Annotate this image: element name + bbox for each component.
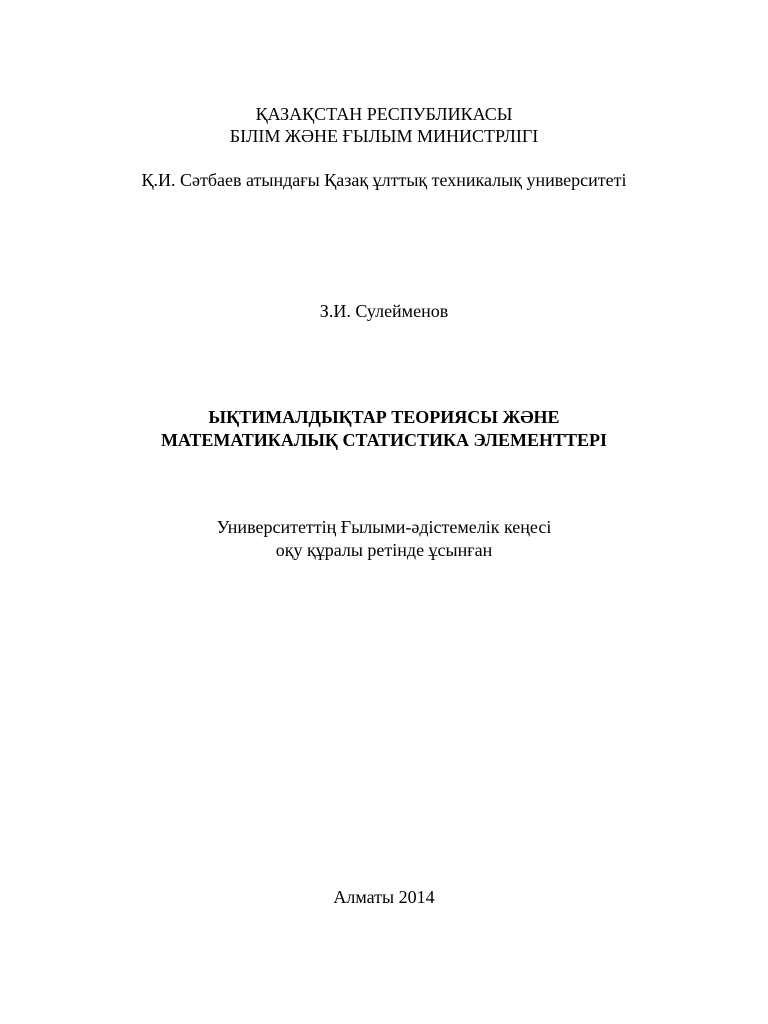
ministry-heading: БІЛІМ ЖӘНЕ ҒЫЛЫМ МИНИСТРЛІГІ	[229, 126, 539, 146]
book-title-line-2: МАТЕМАТИКАЛЫҚ СТАТИСТИКА ЭЛЕМЕНТТЕРІ	[160, 430, 608, 450]
book-title-line-1: ЫҚТИМАЛДЫҚТАР ТЕОРИЯСЫ ЖӘНЕ	[208, 407, 560, 427]
recommendation-line-2: оқу құралы ретінде ұсынған	[275, 540, 493, 560]
recommendation-line-1: Университеттің Ғылыми-әдістемелік кеңесі	[216, 517, 552, 537]
republic-heading: ҚАЗАҚСТАН РЕСПУБЛИКАСЫ	[255, 104, 513, 124]
author-name: З.И. Сулейменов	[319, 301, 449, 321]
place-and-year: Алматы 2014	[333, 887, 435, 907]
university-name: Қ.И. Сәтбаев атындағы Қазақ ұлттық техникалық университеті	[141, 170, 627, 190]
